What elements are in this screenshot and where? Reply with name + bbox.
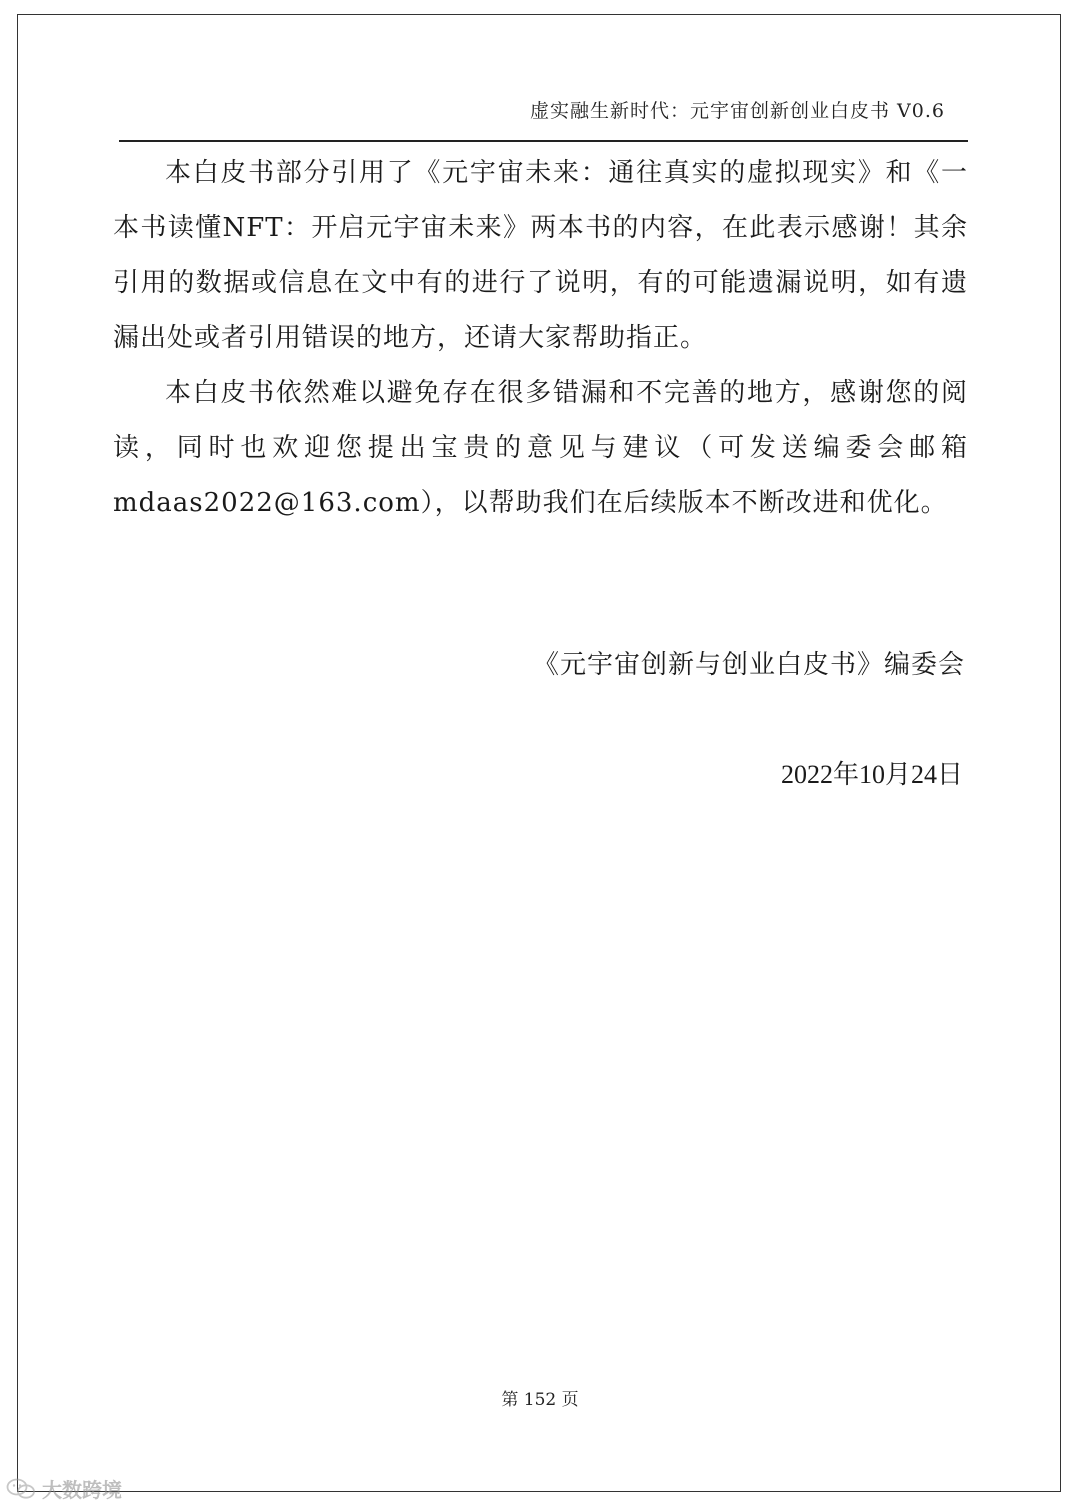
paragraph-feedback: 本白皮书依然难以避免存在很多错漏和不完善的地方，感谢您的阅读，同时也欢迎您提出宝贵的意见与建议（可发送编委会邮箱mdaas2022@163.com），以帮助我们在后续版本不断改进和优化。: [113, 378, 968, 518]
watermark: [6, 1474, 122, 1503]
paragraph-acknowledgement: 本白皮书部分引用了《元宇宙未来：通往真实的虚拟现实》和《一本书读懂NFT：开启元宇宙未来》两本书的内容，在此表示感谢！其余引用的数据或信息在文中有的进行了说明，有的可能遗漏说明，如有遗漏出处或者引用错误的地方，还请大家帮助指正。: [113, 158, 968, 353]
wechat-logo-icon: [6, 1478, 36, 1500]
body-text: [113, 146, 968, 531]
page-number: 第 152 页: [501, 1390, 579, 1410]
watermark-text: 大数跨境: [42, 1478, 122, 1502]
running-header: 虚实融生新时代：元宇宙创新创业白皮书 V0.6: [530, 100, 945, 122]
signature-date: 2022年10月24日: [780, 760, 963, 789]
header-rule: [119, 140, 968, 142]
committee-signature: 《元宇宙创新与创业白皮书》编委会: [532, 650, 965, 680]
